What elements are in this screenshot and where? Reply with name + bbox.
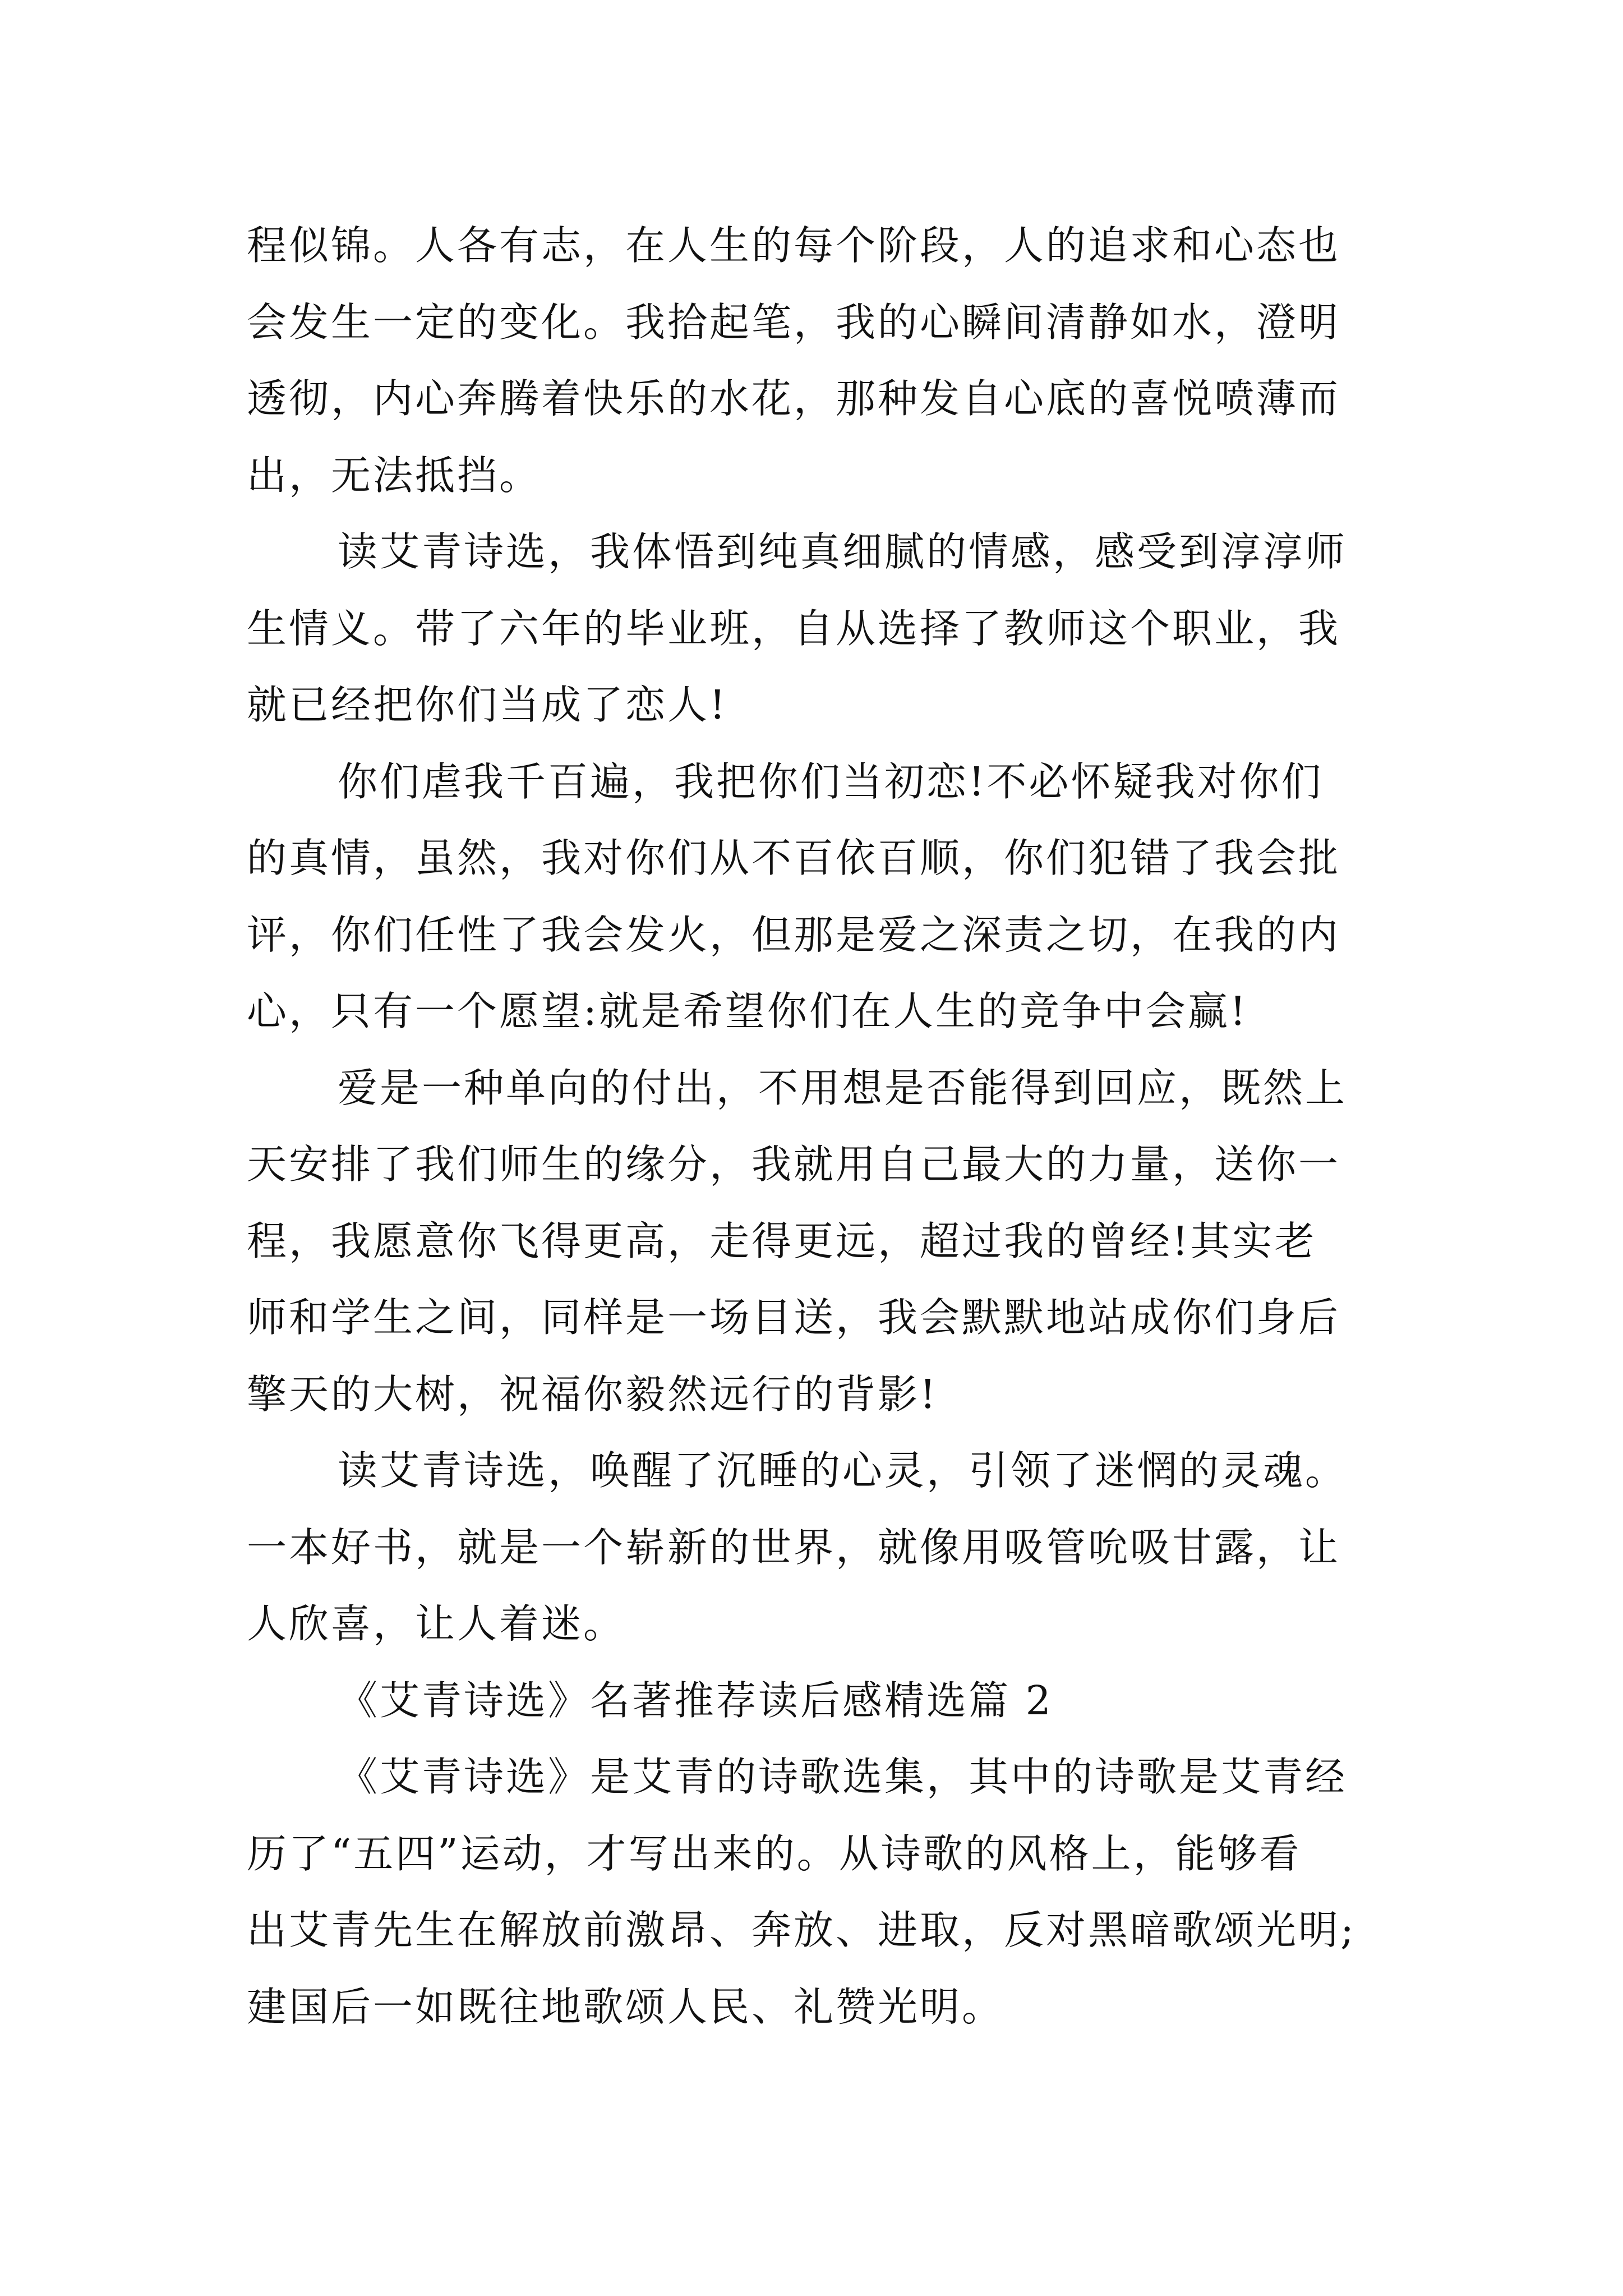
text-line: 出艾青先生在解放前激昂、奔放、进取，反对黑暗歌颂光明; [247,1907,1356,1953]
paragraph-first-line: 《艾青诗选》是艾青的诗歌选集，其中的诗歌是艾青经 [338,1754,1348,1800]
paragraph-first-line: 爱是一种单向的付出，不用想是否能得到回应，既然上 [338,1064,1348,1111]
text-line: 生情义。带了六年的毕业班，自从选择了教师这个职业，我 [247,605,1341,652]
text-line: 会发生一定的变化。我拾起笔，我的心瞬间清静如水，澄明 [247,298,1341,346]
text-line: 建国后一如既往地歌颂人民、礼赞光明。 [247,1983,1004,2030]
text-line: 擎天的大树，祝福你毅然远行的背影! [247,1370,938,1418]
text-line: 出，无法抵挡。 [247,452,542,499]
text-line: 透彻，内心奔腾着快乐的水花，那种发自心底的喜悦喷薄而 [247,375,1341,422]
text-line: 师和学生之间，同样是一场目送，我会默默地站成你们身后 [247,1294,1341,1341]
text-line: 的真情，虽然，我对你们从不百依百顺，你们犯错了我会批 [247,835,1341,881]
section-heading: 《艾青诗选》名著推荐读后感精选篇 2 [338,1677,1053,1724]
paragraph-first-line: 读艾青诗选，唤醒了沉睡的心灵，引领了迷惘的灵魂。 [338,1447,1348,1494]
paragraph-first-line: 你们虐我千百遍，我把你们当初恋!不必怀疑我对你们 [338,758,1324,805]
text-line: 人欣喜，让人着迷。 [247,1600,626,1647]
paragraph-first-line: 读艾青诗选，我体悟到纯真细腻的情感，感受到淳淳师 [338,528,1348,575]
text-line: 程，我愿意你飞得更高，走得更远，超过我的曾经!其实老 [247,1217,1317,1264]
text-line: 历了“五四”运动，才写出来的。从诗歌的风格上，能够看 [247,1830,1302,1877]
text-line: 一本好书，就是一个崭新的世界，就像用吸管吮吸甘露，让 [247,1524,1341,1571]
text-line: 心，只有一个愿望:就是希望你们在人生的竞争中会赢! [247,988,1248,1034]
text-line: 评，你们任性了我会发火，但那是爱之深责之切，在我的内 [247,911,1341,958]
document-body [247,208,1380,2045]
text-line: 天安排了我们师生的缘分，我就用自己最大的力量，送你一 [247,1141,1341,1188]
text-line: 就已经把你们当成了恋人! [247,682,728,728]
text-line: 程似锦。人各有志，在人生的每个阶段，人的追求和心态也 [247,222,1341,269]
